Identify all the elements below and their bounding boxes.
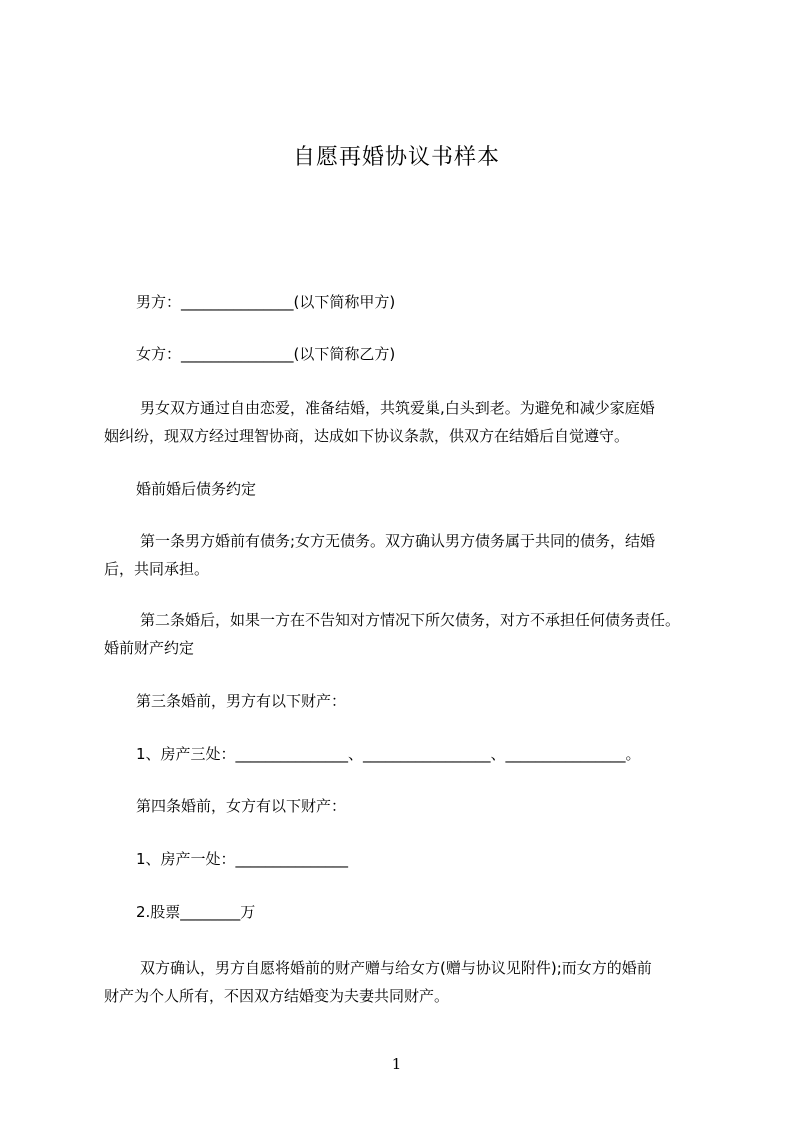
intro-row-2: 姻纠纷，现双方经过理智协商，达成如下协议条款，供双方在结婚后自觉遵守。 [104, 427, 630, 445]
document-title: 自愿再婚协议书样本 [292, 145, 500, 170]
article-1-row-2: 后，共同承担。 [104, 560, 210, 578]
article-4-item-2: 2.股票________万 [136, 903, 256, 921]
article-1-row-1: 第一条男方婚前有债务;女方无债务。双方确认男方债务属于共同的债务，结婚 [140, 532, 656, 550]
property-heading: 婚前财产约定 [104, 639, 195, 657]
article-1-paragraph [104, 527, 704, 583]
article-3-item-1: 1、房产三处：_______________、_________________、________________。 [136, 745, 641, 763]
article-4-line: 第四条婚前，女方有以下财产： [136, 797, 347, 815]
male-party-line: 男方：_______________(以下简称甲方) [136, 293, 396, 311]
debt-heading: 婚前婚后债务约定 [136, 480, 257, 498]
confirmation-paragraph [104, 954, 704, 1010]
confirmation-row-2: 财产为个人所有，不因双方结婚变为夫妻共同财产。 [104, 987, 450, 1005]
article-2-row-1: 第二条婚后，如果一方在不告知对方情况下所欠债务，对方不承担任何债务责任。 [140, 611, 681, 629]
article-4-item-1: 1、房产一处：_______________ [136, 850, 349, 868]
intro-row-1: 男女双方通过自由恋爱，准备结婚，共筑爱巢,白头到老。为避免和减少家庭婚 [140, 399, 655, 417]
intro-paragraph [104, 394, 704, 450]
confirmation-row-1: 双方确认，男方自愿将婚前的财产赠与给女方(赠与协议见附件);而女方的婚前 [140, 959, 652, 977]
female-party-line: 女方：_______________(以下简称乙方) [136, 345, 396, 363]
page-number: 1 [391, 1055, 402, 1073]
article-2-paragraph [104, 606, 704, 662]
article-3-line: 第三条婚前，男方有以下财产： [136, 692, 347, 710]
